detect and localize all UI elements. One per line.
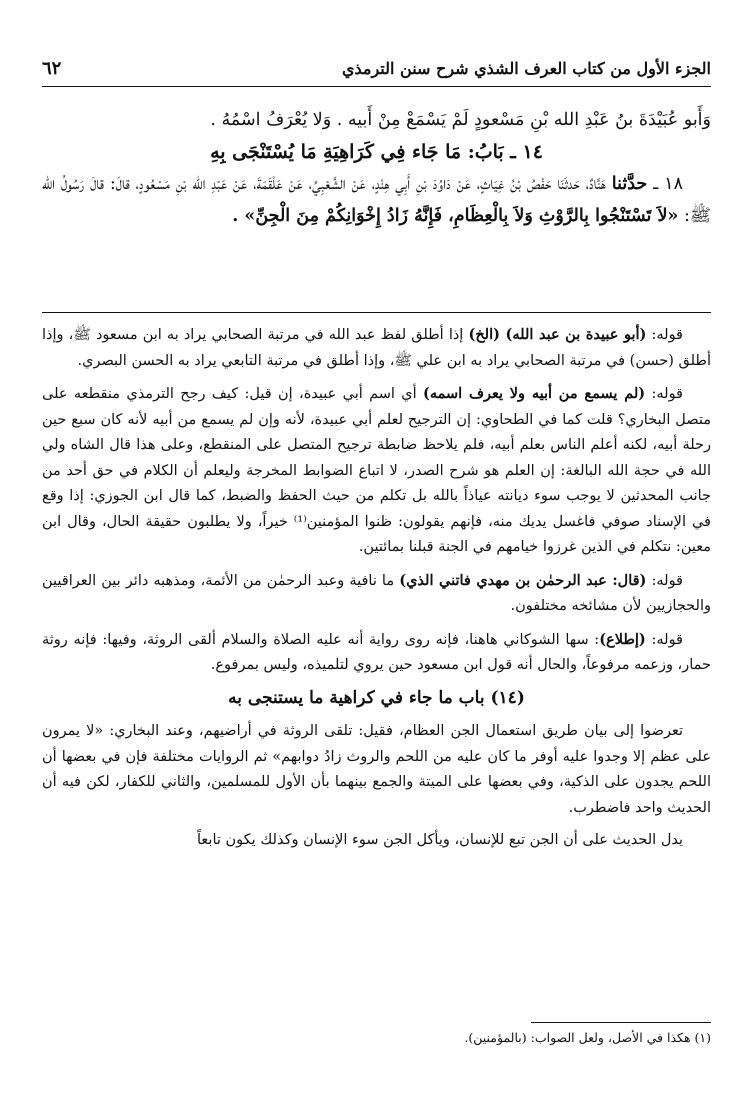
separator-rule — [42, 312, 711, 313]
paragraph-prefix: قوله: — [645, 631, 683, 648]
paragraph-body: : سها الشوكاني هاهنا، فإنه روى رواية أنه عليه الصلاة والسلام ألقى الروثة، وفيها: فإنه روثة حمار، وزعمه مرفوعاً، والحال أنه قول ابن مسعود حين يروي لتلميذه، وليس بمرفوع. — [42, 631, 711, 673]
paragraph-body: ما نافية وعبد الرحمٰن من الأئمة، ومذهبه دائر بين العراقيين والحجازيين لأن مشائخه مختلفون. — [42, 572, 711, 614]
paragraph-prefix: قوله: — [646, 572, 683, 589]
commentary-paragraph-5: تعرضوا إلى بيان طريق استعمال الجن العظام، فقيل: تلقى الروثة في أراضيهم، وعند البخاري: «لا يمرون على عظم إلا وجدوا عليه أوفر ما كان عليه من اللحم والروث زادُ دوابهم» ثم الروايات مختلفة فإن في بعضها أن اللحم يجدون على الذكية، وفي بعضها على الميتة والجمع بينهما بأن الأول للمسلمين، والثاني للكفار، لكن فيه أن الحديث واحد فاضطرب. — [42, 723, 712, 816]
commentary-block — [42, 322, 711, 861]
hadith-isnad: هَنَّادٌ، حَدثَنَا حَفْصُ بْنُ غِيَاثٍ، عَنْ دَاوُدَ بْنِ أَبِي هِنْدٍ، عَنْ الشَّعْبِيِّ، عَنْ عَلْقَمَةَ، عَنْ عَبْدِ الله بْنِ مَسْعُودٍ، قالَ: قالَ رَسُولُ الله ﷺ: — [42, 174, 711, 226]
paragraph-lead: (أبو عبيدة بن عبد الله) (الخ) — [468, 326, 647, 343]
header-title: الجزء الأول من كتاب العرف الشذي شرح سنن الترمذي — [341, 59, 711, 78]
paragraph-lead: (إطلاع) — [599, 630, 646, 648]
commentary-paragraph-4 — [42, 627, 711, 679]
paragraph-prefix: قوله: — [646, 327, 683, 343]
matn-line-1: وَأَبو عُبَيْدَةَ بنُ عَبْدِ الله بْنِ مَسْعودٍ لَمْ يَسْمَعْ مِنْ أَبيه . وَلا يُعْرَفُ اسْمُهُ . — [210, 110, 711, 130]
commentary-paragraph-1 — [42, 322, 711, 374]
header-rule — [42, 86, 711, 87]
paragraph-body: إذا أطلق لفظ عبد الله في مرتبة الصحابي يراد به ابن مسعود ﷺ، وإذا أطلق (حسن) في مرتبة الصحابي يراد به ابن علي ﷺ، وإذا أطلق في مرتبة التابعي يراد به الحسن البصري. — [42, 327, 711, 369]
hadith-quote: «لاَ تَسْتَنْجُوا بِالرَّوْثِ وَلاَ بِالْعِظَامِ، فَإِنَّهُ زَادُ إِخْوَانِكُمْ مِنَ الْجِنِّ» . — [232, 206, 679, 226]
hadith-text-block — [42, 104, 711, 232]
paragraph-prefix: قوله: — [645, 386, 683, 402]
hadith-18 — [42, 168, 711, 232]
paragraph-lead: (لم يسمع من أبيه ولا يعرف اسمه) — [422, 385, 646, 402]
page-number: ٦٢ — [42, 58, 62, 79]
commentary-chapter-heading: (١٤) باب ما جاء في كراهية ما يستنجى به — [228, 687, 525, 708]
paragraph-body: أي اسم أبي عبيدة، إن قيل: كيف رجح الترمذي منقطعه على متصل البخاري؟ قلت كما في الطحاوي: إن الترجيح لعلم أبي عبيدة، لأنه وإن لم يسمع من أبيه لأنه كان سبع حين رحلة أبيه، لكنه أعلم الناس بعلم أبيه، فلم يلاحظ ضابطة ترجيح المتصل على المنقطع، وعلى هذا قال الشاه ولي الله في حجة الله البالغة: إن العلم هو شرح الصدر، لا اتباع الضوابط المخرجة وليعلم أن الكلام في حق أحد من جانب المحدثين لا يوجب سوء ديانته عياذاً بالله بل تكلم من حيث الحفظ والضبط، كما قال ابن الجوزي: إذا وقع في الإسناد صوفي فاغسل يديك منه، فإنهم يقولون: ظنوا المؤمنين⁽¹⁾ خيراً، ولا يطلبون حقيقة الحال، وقال ابن معين: نتكلم في الذين غرزوا خيامهم في الجنة قبلنا بمائتين. — [42, 386, 711, 555]
running-header — [42, 58, 711, 79]
footnote: (١) هكذا في الأصل، ولعل الصواب: (بالمؤمنين). — [464, 1030, 711, 1045]
paragraph-lead: (قال: عبد الرحمٰن بن مهدي فاتني الذي) — [399, 571, 647, 589]
hadith-lead: حدَّثنا — [611, 174, 648, 194]
hadith-number: ١٨ ـ — [653, 174, 683, 194]
commentary-paragraph-6: يدل الحديث على أن الجن تبع للإنسان، ويأكل الجن سوء الإنسان وكذلك يكون تابعاً — [197, 832, 683, 848]
commentary-paragraph-2 — [42, 381, 711, 561]
commentary-paragraph-3 — [42, 568, 711, 620]
chapter-title: ١٤ ـ بَابُ: مَا جَاء فِي كَرَاهِيَةِ مَا يُسْتَنْجَى بِهِ — [210, 141, 543, 163]
footnote-rule — [531, 1022, 711, 1023]
